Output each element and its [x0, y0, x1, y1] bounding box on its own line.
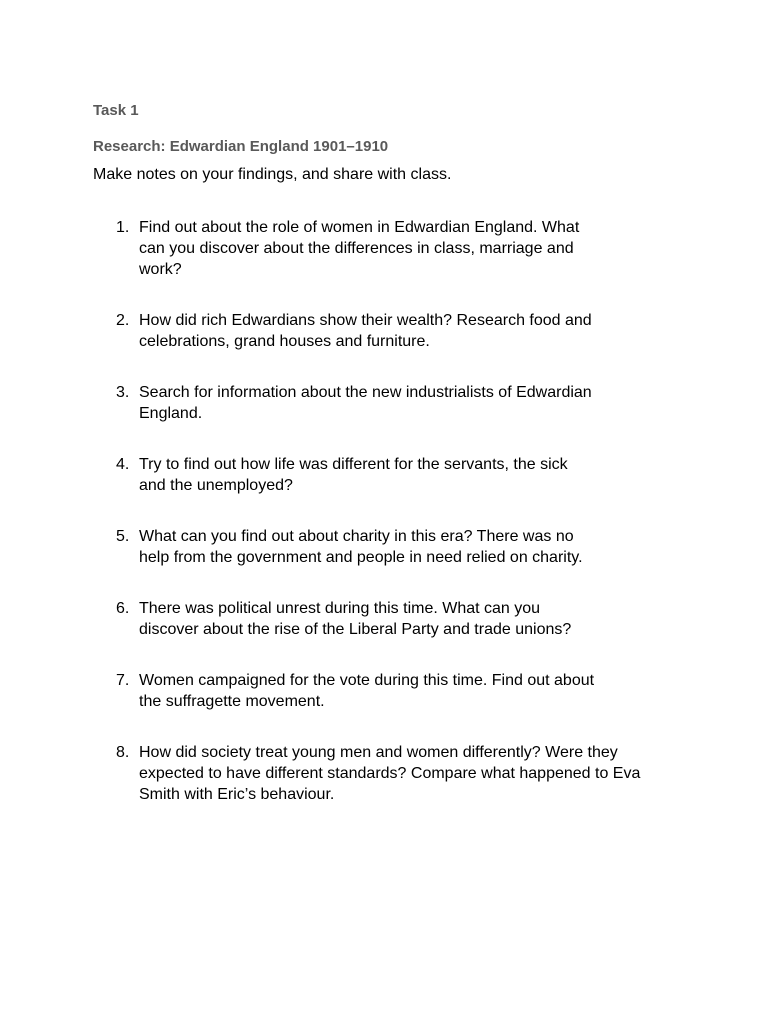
question-number: 1.	[116, 219, 130, 236]
question-item	[0, 526, 768, 568]
question-number: 7.	[116, 672, 130, 689]
question-text: How did society treat young men and women differently? Were they expected to have different standards? Compare what happened to Eva Smith with Eric’s behaviour.	[139, 744, 641, 803]
question-text: Find out about the role of women in Edwardian England. What can you discover about the differences in class, marriage and work?	[139, 219, 580, 278]
question-text: How did rich Edwardians show their wealth? Research food and celebrations, grand houses and furniture.	[139, 312, 592, 350]
research-heading: Research: Edwardian England 1901–1910	[93, 138, 389, 155]
question-text: What can you find out about charity in this era? There was no help from the government and people in need relied on charity.	[139, 528, 583, 566]
question-number: 3.	[116, 384, 130, 401]
question-item	[0, 670, 768, 712]
task-label: Task 1	[93, 102, 139, 119]
question-number: 8.	[116, 744, 130, 761]
question-item	[0, 382, 768, 424]
question-item	[0, 454, 768, 496]
question-text: Women campaigned for the vote during this time. Find out about the suffragette movement.	[139, 672, 595, 710]
question-item	[0, 217, 768, 280]
question-number: 5.	[116, 528, 130, 545]
question-item	[0, 598, 768, 640]
question-item	[0, 310, 768, 352]
question-number: 6.	[116, 600, 130, 617]
question-text: Search for information about the new industrialists of Edwardian England.	[139, 384, 592, 422]
question-list	[0, 217, 768, 835]
question-text: Try to find out how life was different for the servants, the sick and the unemployed?	[139, 456, 568, 494]
question-item	[0, 742, 768, 805]
question-text: There was political unrest during this time. What can you discover about the rise of the Liberal Party and trade unions?	[139, 600, 572, 638]
intro-text: Make notes on your findings, and share with class.	[93, 166, 452, 183]
question-number: 4.	[116, 456, 130, 473]
question-number: 2.	[116, 312, 130, 329]
